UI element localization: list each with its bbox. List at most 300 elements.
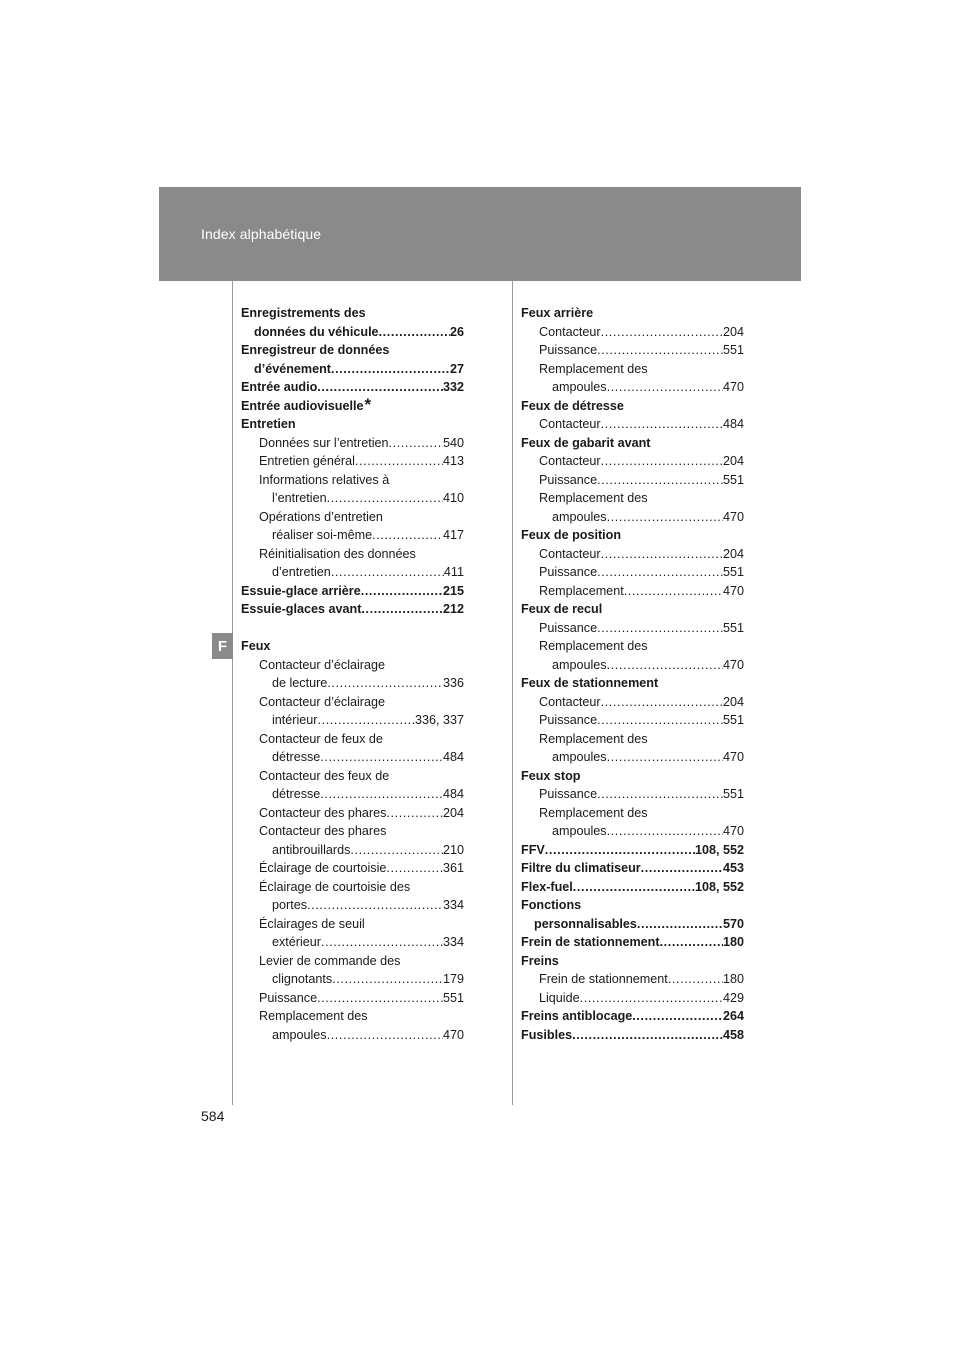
dot-leader bbox=[317, 989, 443, 1008]
dot-leader bbox=[607, 508, 723, 527]
index-line bbox=[241, 489, 464, 508]
index-line bbox=[521, 637, 744, 656]
dot-leader bbox=[331, 563, 444, 582]
entry-term: Éclairage de courtoisie des bbox=[259, 879, 411, 894]
entry-term: ampoules bbox=[552, 657, 607, 672]
entry-term: Contacteur de feux de bbox=[259, 731, 383, 746]
page-ref: 429 bbox=[722, 990, 744, 1005]
index-line bbox=[521, 785, 744, 804]
index-line bbox=[241, 674, 464, 693]
page-ref: 204 bbox=[722, 546, 744, 561]
entry-term: Informations relatives à bbox=[259, 472, 390, 487]
index-entry bbox=[521, 785, 744, 804]
index-line bbox=[521, 323, 744, 342]
index-entry bbox=[241, 656, 464, 693]
index-entry bbox=[521, 674, 744, 693]
index-line bbox=[521, 970, 744, 989]
index-line bbox=[521, 933, 744, 952]
index-entry bbox=[521, 526, 744, 545]
index-line bbox=[521, 767, 744, 786]
index-entry bbox=[241, 434, 464, 453]
entry-term: clignotants bbox=[272, 972, 333, 986]
dot-leader bbox=[597, 341, 723, 360]
dot-leader bbox=[327, 1026, 443, 1045]
dot-leader bbox=[355, 452, 443, 471]
index-line bbox=[241, 785, 464, 804]
entry-term: Feux bbox=[241, 639, 271, 653]
index-entry bbox=[241, 545, 464, 582]
entry-term: l’entretien bbox=[272, 491, 327, 505]
index-entry bbox=[241, 730, 464, 767]
dot-leader bbox=[607, 748, 723, 767]
index-entry bbox=[241, 859, 464, 878]
index-line bbox=[521, 822, 744, 841]
index-entry bbox=[521, 489, 744, 526]
index-line bbox=[241, 693, 464, 712]
entry-term: Entrée audio bbox=[241, 380, 318, 394]
page-ref: 551 bbox=[722, 713, 744, 727]
index-entry bbox=[521, 693, 744, 712]
entry-term: Contacteur d’éclairage bbox=[259, 657, 386, 672]
page-number: 584 bbox=[201, 1108, 225, 1124]
dot-leader bbox=[317, 378, 443, 397]
dot-leader bbox=[601, 545, 723, 564]
index-line bbox=[521, 397, 744, 416]
index-line bbox=[521, 508, 744, 527]
page-ref: 470 bbox=[722, 509, 744, 524]
index-entry bbox=[241, 508, 464, 545]
dot-leader bbox=[372, 526, 443, 545]
dot-leader bbox=[350, 841, 443, 860]
index-entry bbox=[521, 452, 744, 471]
entry-term: Feux de position bbox=[521, 528, 622, 542]
entry-term: Enregistreur de données bbox=[241, 343, 390, 357]
index-entry bbox=[521, 600, 744, 619]
index-entry bbox=[241, 378, 464, 397]
page-ref: 210 bbox=[442, 842, 464, 857]
entry-term: Remplacement des bbox=[539, 805, 648, 820]
entry-term: Contacteur des feux de bbox=[259, 768, 390, 783]
index-entry bbox=[241, 804, 464, 823]
entry-term: Puissance bbox=[539, 787, 598, 801]
entry-term: extérieur bbox=[272, 935, 321, 949]
index-line bbox=[241, 878, 464, 897]
index-entry bbox=[521, 323, 744, 342]
dot-leader bbox=[607, 656, 723, 675]
dot-leader bbox=[361, 582, 443, 601]
index-entry bbox=[521, 878, 744, 897]
index-line bbox=[241, 730, 464, 749]
index-entry bbox=[241, 878, 464, 915]
page-ref: 411 bbox=[443, 565, 464, 579]
index-line bbox=[521, 859, 744, 878]
dot-leader bbox=[327, 489, 443, 508]
page-ref: 470 bbox=[442, 1027, 464, 1042]
index-line bbox=[521, 878, 744, 897]
page-ref: 413 bbox=[442, 454, 464, 468]
entry-term: données du véhicule bbox=[254, 324, 379, 339]
entry-term: détresse bbox=[272, 750, 321, 764]
index-column-left bbox=[241, 304, 464, 1044]
entry-term: Puissance bbox=[539, 565, 598, 579]
page-ref: 108, 552 bbox=[694, 879, 744, 894]
entry-term: Contacteur bbox=[539, 694, 601, 709]
index-line bbox=[521, 526, 744, 545]
index-entry bbox=[521, 545, 744, 564]
index-entry bbox=[521, 970, 744, 989]
page-ref: 551 bbox=[442, 990, 464, 1005]
index-entry bbox=[521, 582, 744, 601]
entry-term: ampoules bbox=[552, 750, 607, 764]
page-ref: 334 bbox=[442, 935, 464, 949]
index-line bbox=[241, 933, 464, 952]
index-line bbox=[521, 378, 744, 397]
dot-leader bbox=[320, 748, 443, 767]
index-entry bbox=[521, 841, 744, 860]
index-line bbox=[521, 1026, 744, 1045]
entry-term: Essuie-glace arrière bbox=[241, 583, 361, 598]
dot-leader bbox=[573, 878, 695, 897]
entry-term: Contacteur bbox=[539, 417, 601, 431]
index-line bbox=[521, 452, 744, 471]
index-line bbox=[241, 323, 464, 342]
index-line bbox=[521, 489, 744, 508]
index-line bbox=[241, 526, 464, 545]
entry-term: Remplacement des bbox=[539, 361, 648, 376]
index-entry bbox=[241, 341, 464, 378]
entry-term: Remplacement bbox=[539, 583, 624, 598]
index-entry bbox=[521, 952, 744, 971]
page-ref: 336 bbox=[442, 676, 464, 690]
dot-leader bbox=[597, 563, 723, 582]
entry-term: Éclairages de seuil bbox=[259, 916, 365, 931]
entry-term: Puissance bbox=[539, 713, 598, 727]
page-ref: 204 bbox=[722, 324, 744, 339]
index-line bbox=[241, 859, 464, 878]
entry-term: Feux de détresse bbox=[521, 398, 624, 413]
page-ref: 470 bbox=[722, 750, 744, 764]
index-entry bbox=[241, 415, 464, 434]
index-entry bbox=[521, 619, 744, 638]
index-line bbox=[521, 304, 744, 323]
entry-term: Feux de gabarit avant bbox=[521, 435, 651, 450]
page-ref: 334 bbox=[442, 898, 464, 912]
entry-spacer bbox=[241, 619, 464, 638]
page-ref: 540 bbox=[442, 435, 464, 450]
dot-leader bbox=[601, 693, 723, 712]
page-ref: 180 bbox=[722, 972, 744, 986]
entry-term: Données sur l’entretien bbox=[259, 435, 389, 450]
entry-term: Puissance bbox=[259, 990, 318, 1005]
index-line bbox=[241, 1007, 464, 1026]
dot-leader bbox=[601, 452, 723, 471]
index-entry bbox=[241, 452, 464, 471]
index-line bbox=[241, 378, 464, 397]
index-line bbox=[521, 360, 744, 379]
index-line bbox=[241, 434, 464, 453]
index-line bbox=[521, 1007, 744, 1026]
page-ref: 484 bbox=[442, 787, 464, 801]
index-line bbox=[241, 563, 464, 582]
index-line bbox=[521, 600, 744, 619]
index-line bbox=[521, 619, 744, 638]
entry-term: Puissance bbox=[539, 472, 598, 487]
page-ref: 470 bbox=[722, 824, 744, 838]
index-entry bbox=[241, 915, 464, 952]
entry-term: ampoules bbox=[552, 380, 607, 394]
index-line bbox=[521, 730, 744, 749]
entry-term: Contacteur d’éclairage bbox=[259, 694, 386, 709]
page-ref: 361 bbox=[442, 861, 464, 875]
index-entry bbox=[241, 637, 464, 656]
dot-leader bbox=[332, 970, 443, 989]
dot-leader bbox=[321, 933, 443, 952]
entry-term: Filtre du climatiseur bbox=[521, 861, 641, 875]
entry-term: Freins antiblocage bbox=[521, 1009, 633, 1023]
entry-term: Flex-fuel bbox=[521, 879, 573, 894]
index-line bbox=[241, 841, 464, 860]
dot-leader bbox=[327, 674, 443, 693]
dot-leader bbox=[580, 989, 723, 1008]
index-line bbox=[521, 582, 744, 601]
entry-term: Remplacement des bbox=[539, 731, 648, 746]
entry-term: Contacteur des phares bbox=[259, 824, 387, 838]
entry-term: de lecture bbox=[272, 676, 328, 690]
index-line bbox=[241, 508, 464, 527]
index-line bbox=[521, 471, 744, 490]
page-ref: 410 bbox=[442, 491, 464, 505]
entry-term: Feux de stationnement bbox=[521, 676, 659, 690]
entry-term: intérieur bbox=[272, 713, 318, 727]
index-entry bbox=[241, 952, 464, 989]
page-ref: 551 bbox=[722, 787, 744, 801]
index-entry bbox=[521, 434, 744, 453]
dot-leader bbox=[601, 415, 723, 434]
index-entry bbox=[521, 563, 744, 582]
page-ref: 179 bbox=[442, 972, 464, 986]
entry-term: Remplacement des bbox=[539, 639, 648, 653]
dot-leader bbox=[597, 471, 723, 490]
entry-term: Frein de stationnement bbox=[539, 972, 668, 986]
index-line bbox=[521, 545, 744, 564]
page-ref: 108, 552 bbox=[694, 842, 744, 857]
index-entry bbox=[521, 341, 744, 360]
index-entry bbox=[241, 1007, 464, 1044]
index-entry bbox=[241, 394, 464, 416]
index-line bbox=[241, 822, 464, 841]
dot-leader bbox=[307, 896, 443, 915]
index-line bbox=[241, 804, 464, 823]
dot-leader bbox=[668, 970, 723, 989]
entry-term: d’entretien bbox=[272, 565, 331, 579]
entry-term: Entrée audiovisuelle bbox=[241, 398, 364, 413]
dot-leader bbox=[389, 434, 443, 453]
index-line bbox=[521, 563, 744, 582]
dot-leader bbox=[607, 378, 723, 397]
index-entry bbox=[521, 989, 744, 1008]
page-ref: 27 bbox=[449, 361, 464, 376]
index-line bbox=[241, 1026, 464, 1045]
page-ref: 332 bbox=[442, 380, 464, 394]
page-header bbox=[159, 187, 801, 281]
index-line bbox=[241, 582, 464, 601]
index-entry bbox=[521, 637, 744, 674]
page-ref: 551 bbox=[722, 565, 744, 579]
entry-term: Entretien général bbox=[259, 454, 355, 468]
dot-leader bbox=[624, 582, 723, 601]
index-entry bbox=[521, 859, 744, 878]
dot-leader bbox=[386, 804, 443, 823]
entry-term: Puissance bbox=[539, 343, 598, 357]
index-line bbox=[241, 637, 464, 656]
dot-leader bbox=[632, 1007, 723, 1026]
entry-term: Contacteur bbox=[539, 454, 601, 468]
dot-leader bbox=[379, 323, 450, 342]
index-line bbox=[241, 600, 464, 619]
index-line bbox=[521, 656, 744, 675]
entry-term: antibrouillards bbox=[272, 842, 351, 857]
entry-term: Fonctions bbox=[521, 898, 582, 912]
page-ref: 551 bbox=[722, 620, 744, 635]
index-line bbox=[521, 415, 744, 434]
index-entry bbox=[521, 471, 744, 490]
entry-term: Contacteur des phares bbox=[259, 805, 387, 820]
entry-term: Remplacement des bbox=[259, 1009, 368, 1023]
dot-leader bbox=[641, 859, 723, 878]
index-entry bbox=[241, 989, 464, 1008]
page-ref: 417 bbox=[442, 528, 464, 542]
entry-term: ampoules bbox=[272, 1027, 327, 1042]
entry-term: portes bbox=[272, 898, 308, 912]
dot-leader bbox=[597, 711, 723, 730]
dot-leader bbox=[607, 822, 723, 841]
page-ref: 570 bbox=[722, 916, 744, 931]
index-entry bbox=[521, 304, 744, 323]
index-line bbox=[241, 711, 464, 730]
index-line bbox=[521, 841, 744, 860]
entry-term: Contacteur bbox=[539, 324, 601, 339]
index-line bbox=[241, 989, 464, 1008]
entry-term: d’événement bbox=[254, 361, 331, 376]
index-line bbox=[521, 804, 744, 823]
index-line bbox=[521, 896, 744, 915]
dot-leader bbox=[572, 1026, 723, 1045]
dot-leader bbox=[597, 619, 723, 638]
entry-term: Enregistrements des bbox=[241, 306, 366, 320]
index-entry bbox=[521, 767, 744, 786]
index-line bbox=[521, 915, 744, 934]
index-line bbox=[241, 545, 464, 564]
index-line bbox=[521, 434, 744, 453]
index-line: Entrée audiovisuelle * bbox=[241, 394, 372, 414]
page-ref: 458 bbox=[722, 1027, 744, 1042]
dot-leader bbox=[660, 933, 723, 952]
column-divider-right bbox=[512, 281, 513, 1105]
index-entry bbox=[521, 360, 744, 397]
page-ref: 453 bbox=[722, 861, 744, 875]
index-line bbox=[241, 415, 464, 434]
page-ref: 204 bbox=[722, 454, 744, 468]
index-column-right bbox=[521, 304, 744, 1044]
alphabet-tab: F bbox=[212, 633, 233, 659]
index-entry bbox=[241, 582, 464, 601]
index-line bbox=[241, 341, 464, 360]
entry-term: Freins bbox=[521, 953, 559, 968]
entry-term: ampoules bbox=[552, 509, 607, 524]
entry-term: Contacteur bbox=[539, 546, 601, 561]
entry-term: réaliser soi-même bbox=[272, 528, 373, 542]
entry-term: détresse bbox=[272, 787, 321, 801]
page-ref: 484 bbox=[722, 417, 744, 431]
index-line bbox=[241, 896, 464, 915]
page-ref: 336, 337 bbox=[414, 713, 464, 727]
dot-leader bbox=[361, 600, 443, 619]
dot-leader bbox=[331, 360, 450, 379]
page-ref: 204 bbox=[722, 694, 744, 709]
entry-term: Réinitialisation des données bbox=[259, 546, 416, 561]
entry-term: Feux de recul bbox=[521, 602, 603, 616]
page-ref: 551 bbox=[722, 472, 744, 487]
page-ref: 215 bbox=[442, 583, 464, 598]
index-entry bbox=[521, 933, 744, 952]
index-entry bbox=[521, 1007, 744, 1026]
page-ref: 212 bbox=[442, 602, 464, 616]
page-ref: 470 bbox=[722, 657, 744, 672]
index-line bbox=[241, 970, 464, 989]
index-line bbox=[521, 952, 744, 971]
dot-leader bbox=[637, 915, 723, 934]
index-entry bbox=[521, 1026, 744, 1045]
page-ref: 204 bbox=[442, 805, 464, 820]
page-ref: 180 bbox=[722, 935, 744, 949]
page-ref: 484 bbox=[442, 750, 464, 764]
index-entry bbox=[241, 471, 464, 508]
entry-term: Éclairage de courtoisie bbox=[259, 861, 387, 875]
column-divider-left bbox=[232, 281, 233, 1105]
entry-term: Feux arrière bbox=[521, 306, 594, 320]
dot-leader bbox=[386, 859, 443, 878]
dot-leader bbox=[597, 785, 723, 804]
index-line bbox=[521, 341, 744, 360]
entry-term: personnalisables bbox=[534, 916, 637, 931]
entry-term: Frein de stationnement bbox=[521, 935, 660, 949]
index-line bbox=[521, 748, 744, 767]
index-line bbox=[521, 693, 744, 712]
index-entry bbox=[521, 415, 744, 434]
dot-leader bbox=[601, 323, 723, 342]
entry-term: Essuie-glaces avant bbox=[241, 602, 362, 616]
entry-term: Levier de commande des bbox=[259, 953, 401, 968]
index-line bbox=[241, 360, 464, 379]
index-entry bbox=[241, 693, 464, 730]
index-line bbox=[241, 304, 464, 323]
page-ref: 26 bbox=[449, 324, 464, 339]
index-line bbox=[521, 711, 744, 730]
index-entry bbox=[521, 711, 744, 730]
entry-term: Liquide bbox=[539, 990, 580, 1005]
index-entry bbox=[521, 730, 744, 767]
dot-leader bbox=[545, 841, 695, 860]
entry-term: ampoules bbox=[552, 824, 607, 838]
index-line bbox=[241, 471, 464, 490]
entry-term: Feux stop bbox=[521, 768, 581, 783]
index-line bbox=[241, 952, 464, 971]
index-entry bbox=[241, 304, 464, 341]
index-entry bbox=[521, 397, 744, 416]
index-line bbox=[241, 748, 464, 767]
index-entry bbox=[241, 600, 464, 619]
page-ref: 551 bbox=[722, 343, 744, 357]
